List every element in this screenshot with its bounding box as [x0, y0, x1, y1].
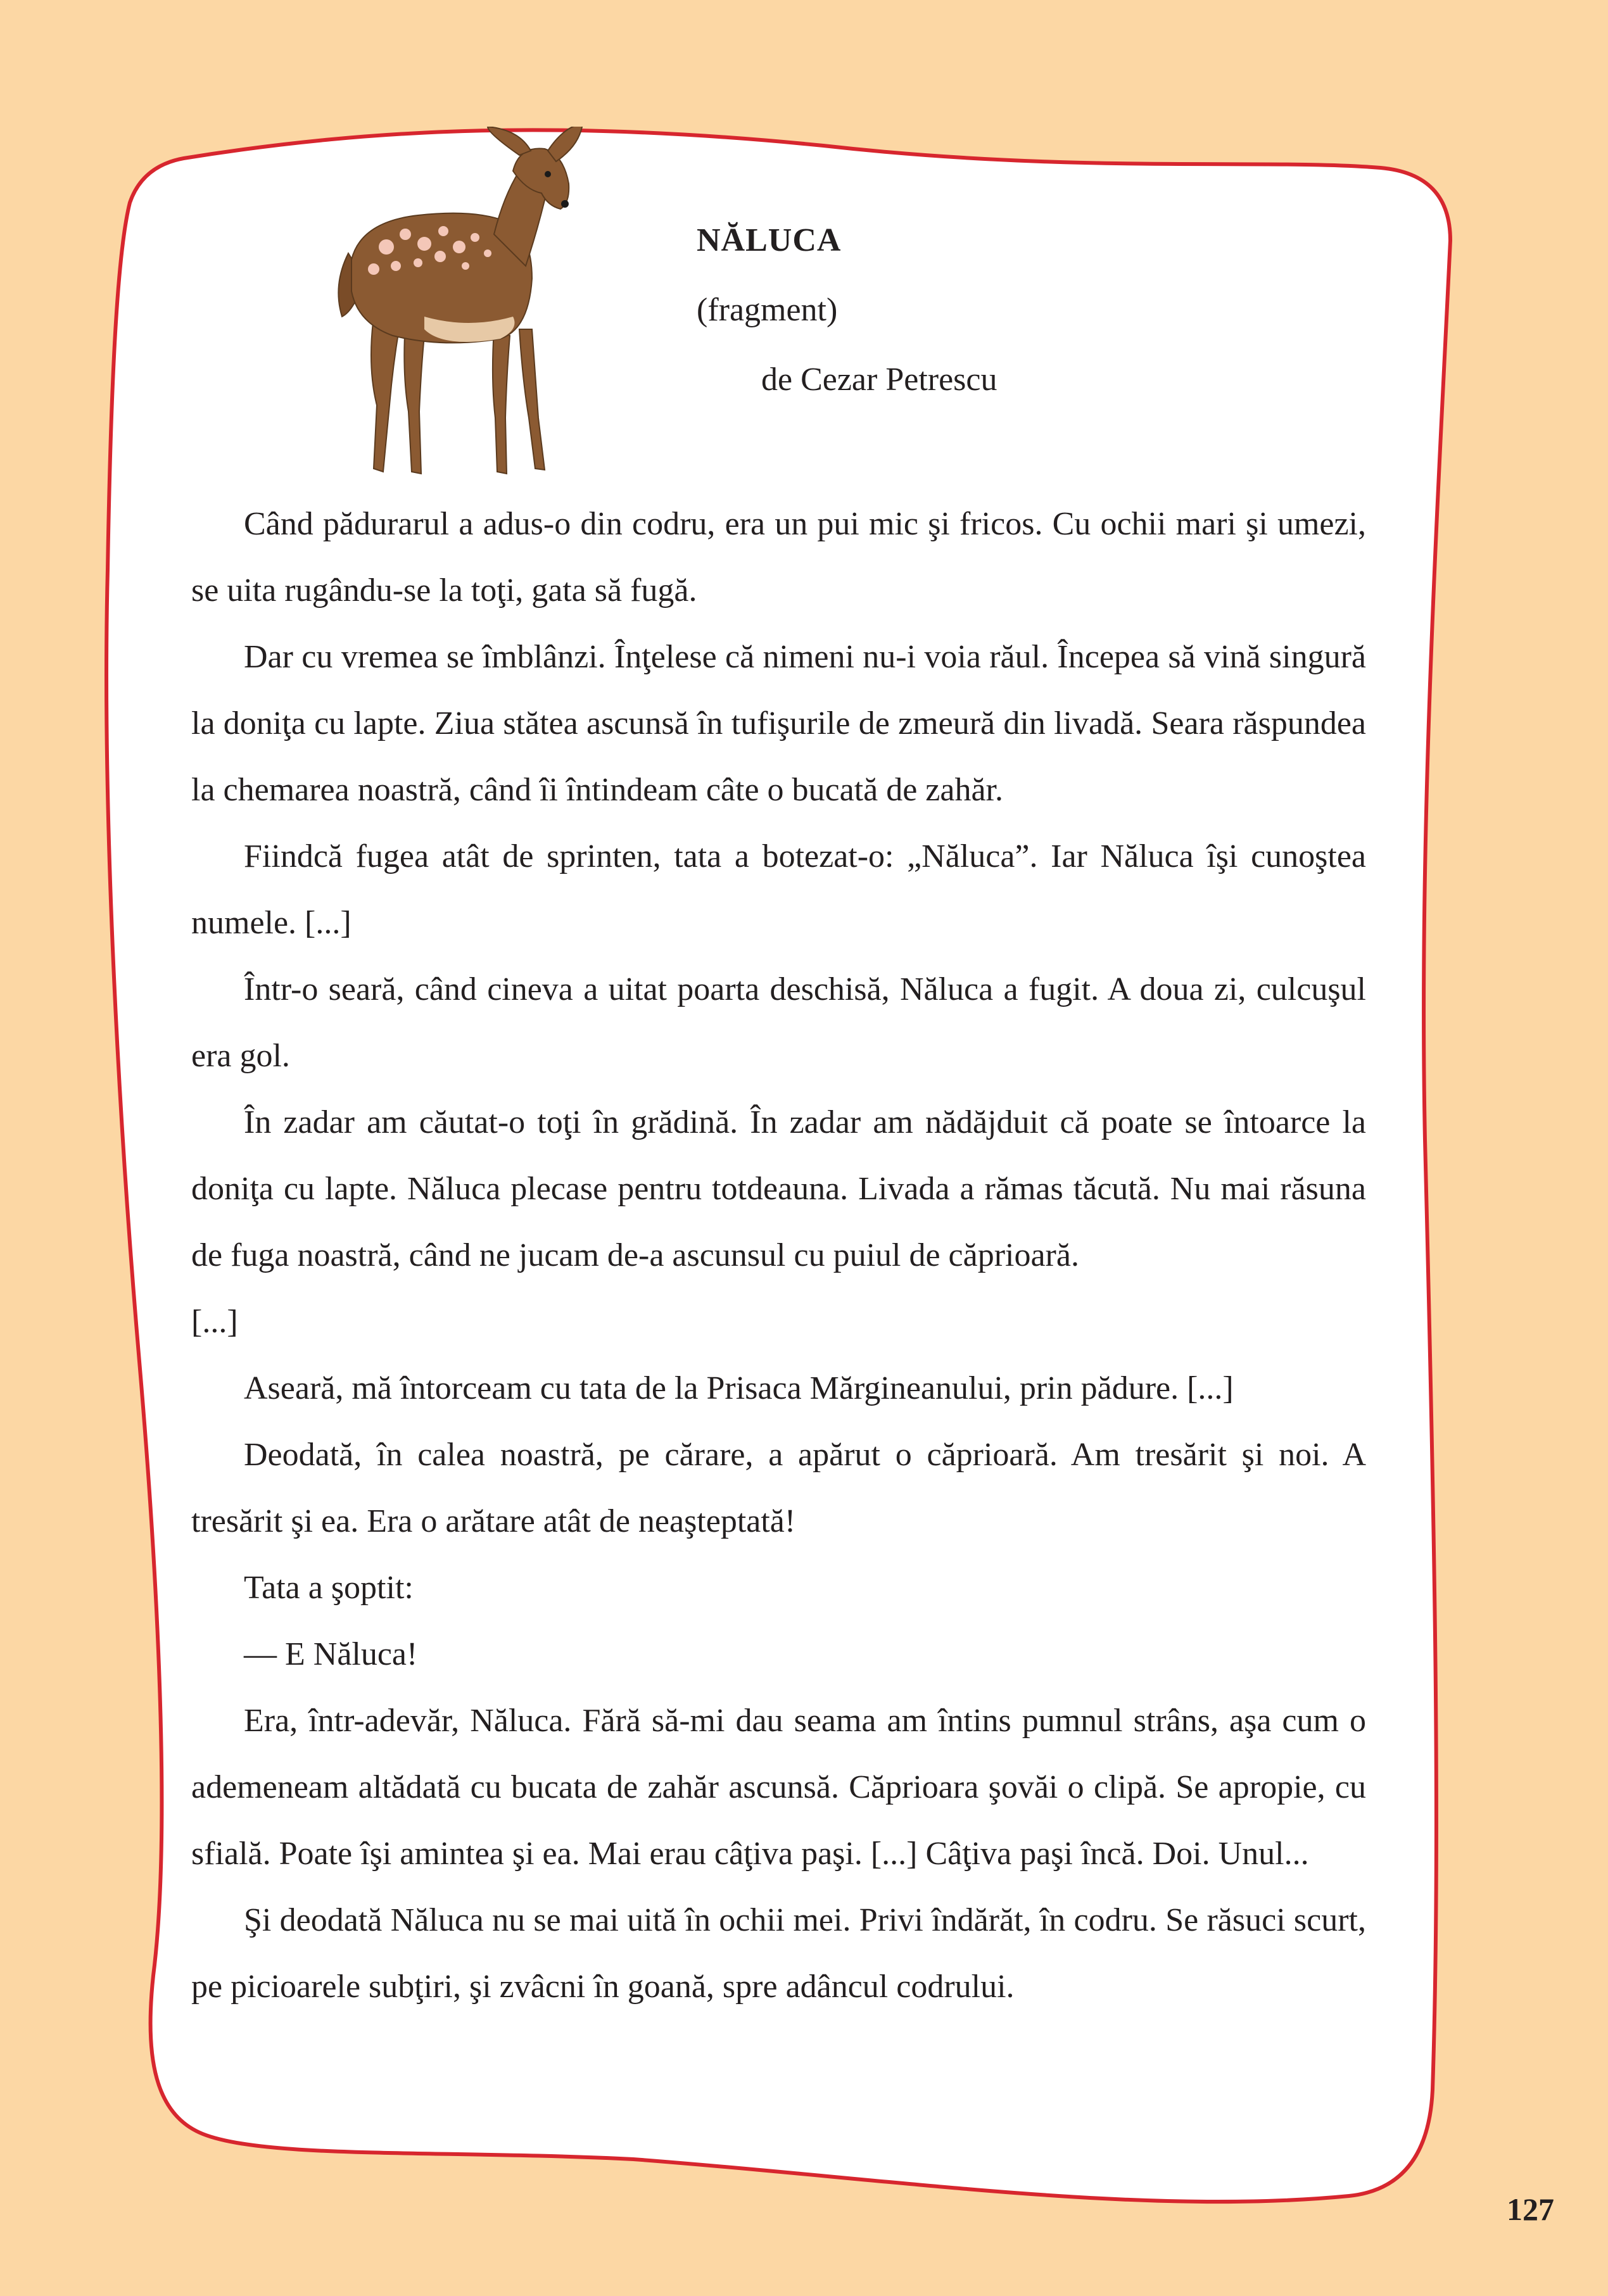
paragraph: Deodată, în calea noastră, pe cărare, a apărut o căprioară. Am tresărit şi noi. A tresărit şi ea. Era o arătare atât de neaşteptată!: [191, 1437, 1366, 1539]
page-number: 127: [1507, 2192, 1554, 2227]
story-text: [191, 491, 1366, 2020]
paragraph: Fiindcă fugea atât de sprinten, tata a botezat-o: „Năluca”. Iar Năluca îşi cunoştea numele. [...]: [191, 838, 1366, 941]
story-subtitle: (fragment): [697, 292, 838, 328]
title-block: [0, 0, 1608, 443]
paragraph: Aseară, mă întorceam cu tata de la Prisaca Mărgineanului, prin pădure. [...]: [244, 1370, 1234, 1406]
story-author: de Cezar Petrescu: [761, 362, 997, 398]
paragraph: Dar cu vremea se îmblânzi. Înţelese că nimeni nu-i voia răul. Începea să vină singură la doniţa cu lapte. Ziua stătea ascunsă în tufişurile de zmeură din livadă. Seara răspundea la chemarea noastră, când îi întindeam câte o bucată de zahăr.: [191, 639, 1366, 808]
paragraph: Într-o seară, când cineva a uitat poarta deschisă, Năluca a fugit. A doua zi, culcuşul era gol.: [191, 971, 1366, 1074]
story-title: NĂLUCA: [697, 222, 842, 258]
paragraph: Tata a şoptit:: [244, 1570, 414, 1606]
paragraph: [...]: [191, 1304, 238, 1340]
paragraph: În zadar am căutat-o toţi în grădină. În zadar am nădăjduit că poate se întoarce la doniţa cu lapte. Năluca plecase pentru totdeauna. Livada a rămas tăcută. Nu mai răsuna de fuga noastră, când ne jucam de-a ascunsul cu puiul de căprioară.: [191, 1104, 1366, 1273]
paragraph: — E Năluca!: [244, 1636, 418, 1672]
paragraph: Şi deodată Năluca nu se mai uită în ochii mei. Privi îndărăt, în codru. Se răsuci scurt, pe picioarele subţiri, şi zvâcni în goană, spre adâncul codrului.: [191, 1902, 1366, 2005]
paragraph: Când pădurarul a adus-o din codru, era un pui mic şi fricos. Cu ochii mari şi umezi, se uita rugându-se la toţi, gata să fugă.: [191, 506, 1366, 609]
paragraph: Era, într-adevăr, Năluca. Fără să-mi dau seama am întins pumnul strâns, aşa cum o ademeneam altădată cu bucata de zahăr ascunsă. Căprioara şovăi o clipă. Se apropie, cu sfială. Poate îşi amintea şi ea. Mai erau câţiva paşi. [...] Câţiva paşi încă. Doi. Unul...: [191, 1703, 1366, 1872]
